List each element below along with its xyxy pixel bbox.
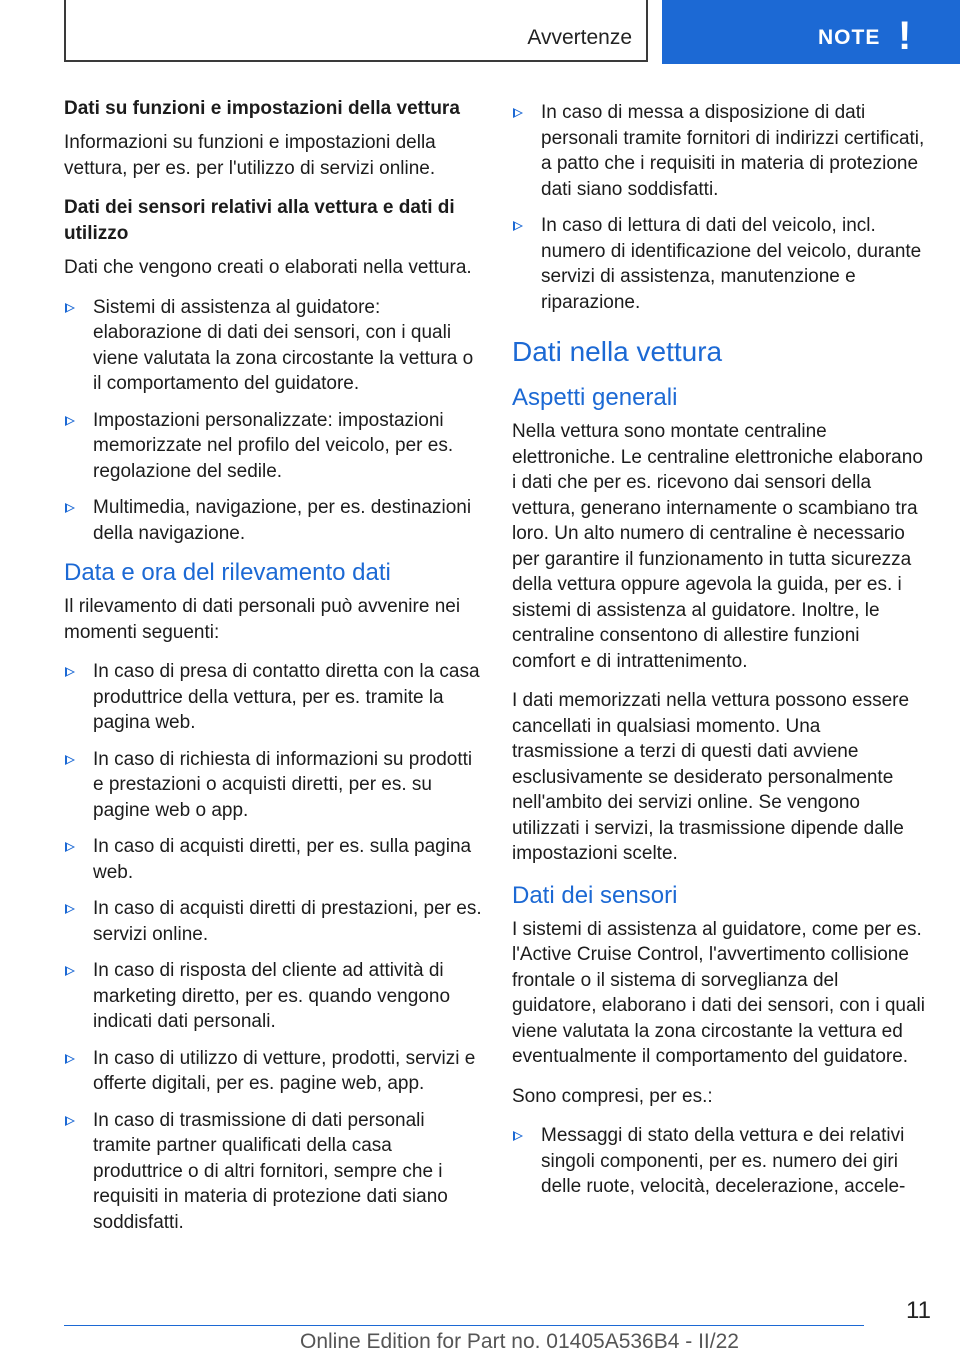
list-item	[64, 1046, 484, 1097]
triangle-bullet-icon	[65, 755, 75, 765]
list-item	[64, 408, 484, 485]
paragraph-driver-assistance: I sistemi di assistenza al guidatore, come per es. l'Active Cruise Control, l'avvertimento collisione frontale o il sistema di sorveglianza del guidatore, elaborano i dati dei sensori, con i quali viene valutata la zona circostante la vettura ed eventualmente il comportamento del guidatore.	[512, 918, 925, 1067]
header-note-tab	[662, 0, 960, 64]
left-column	[64, 96, 484, 1246]
paragraph-control-units: Nella vettura sono montate centraline elettroniche. Le centraline elettroniche elaborano i dati che per es. ricevono dai sensori della vettura, generano internamente o scambiano tra loro. Un alto numero di centraline è necessario per garantire il funzionamento in tutta sicurezza della vettura oppure agevola la guida, per es. i sistemi di assistenza al guidatore. Inoltre, le centraline consentono di allestire funzioni comfort e di intrattenimento.	[512, 421, 923, 672]
paragraph-sensor-data: Dati che vengono creati o elaborati nella vettura.	[64, 257, 472, 278]
heading-functions-settings: Dati su funzioni e impostazioni della vettura	[64, 98, 460, 119]
list-item	[64, 659, 484, 736]
list-collection-moments-continued	[512, 100, 926, 315]
list-collection-moments	[64, 659, 484, 1235]
list-included-data	[512, 1123, 926, 1200]
list-item-text: In caso di messa a disposizione di dati personali tramite fornitori di indirizzi certificati, a patto che i requisiti in materia di protezione dati siano soddisfatti.	[541, 102, 925, 200]
list-item	[64, 747, 484, 824]
header-section-box	[64, 0, 648, 62]
list-item-text: In caso di utilizzo di vetture, prodotti, servizi e offerte digitali, per es. pagine web, app.	[93, 1047, 476, 1094]
triangle-bullet-icon	[65, 966, 75, 976]
subtitle-general-aspects: Aspetti generali	[512, 384, 678, 411]
triangle-bullet-icon	[65, 1116, 75, 1126]
list-item	[512, 213, 926, 315]
triangle-bullet-icon	[65, 842, 75, 852]
list-item	[64, 834, 484, 885]
list-item	[64, 495, 484, 546]
triangle-bullet-icon	[513, 1131, 523, 1141]
paragraph-stored-data: I dati memorizzati nella vettura possono essere cancellati in qualsiasi momento. Una trasmissione a terzi di questi dati avviene esclusivamente se desiderato personalmente nell'ambito dei servizi online. Se vengono utilizzati i servizi, la trasmissione dipende dalle impostazioni scelte.	[512, 690, 910, 864]
list-item	[64, 958, 484, 1035]
triangle-bullet-icon	[513, 221, 523, 231]
triangle-bullet-icon	[65, 1054, 75, 1064]
footer-divider	[64, 1325, 864, 1326]
page-number: 11	[906, 1297, 931, 1324]
list-item-text: In caso di trasmissione di dati personali tramite partner qualificati della casa produttrice o di altri fornitori, sempre che i requisiti in materia di protezione dati siano soddisfatti.	[93, 1109, 448, 1233]
list-item-text: Multimedia, navigazione, per es. destinazioni della navigazione.	[93, 497, 472, 544]
section-title-data-time: Data e ora del rilevamento dati	[64, 559, 391, 586]
footer-edition-text: Online Edition for Part no. 01405A536B4 - II/22	[300, 1330, 739, 1353]
triangle-bullet-icon	[65, 503, 75, 513]
paragraph-functions-info: Informazioni su funzioni e impostazioni della vettura, per es. per l'utilizzo di servizi online.	[64, 132, 436, 179]
heading-sensor-data: Dati dei sensori relativi alla vettura e dati di utilizzo	[64, 197, 455, 244]
list-item	[64, 896, 484, 947]
paragraph-collection-moments: Il rilevamento di dati personali può avvenire nei momenti seguenti:	[64, 596, 461, 643]
list-item-text: Messaggi di stato della vettura e dei relativi singoli componenti, per es. numero dei giri delle ruote, velocità, decelerazione, accele-	[541, 1125, 906, 1197]
title-data-in-vehicle: Dati nella vettura	[512, 336, 723, 367]
triangle-bullet-icon	[65, 667, 75, 677]
list-item	[512, 1123, 926, 1200]
subtitle-sensor-data: Dati dei sensori	[512, 881, 678, 909]
list-item-text: In caso di risposta del cliente ad attività di marketing diretto, per es. quando vengono indicati dati personali.	[93, 960, 451, 1032]
paragraph-included: Sono compresi, per es.:	[512, 1085, 713, 1107]
warning-exclamation-icon: !	[898, 14, 912, 58]
list-item	[64, 1108, 484, 1236]
list-item-text: In caso di acquisti diretti di prestazioni, per es. servizi online.	[93, 898, 482, 945]
list-sensor-data	[64, 295, 484, 547]
list-item	[512, 100, 926, 202]
triangle-bullet-icon	[65, 904, 75, 914]
triangle-bullet-icon	[65, 416, 75, 426]
list-item-text: In caso di richiesta di informazioni su prodotti e prestazioni o acquisti diretti, per es. su pagine web o app.	[93, 748, 473, 821]
list-item-text: In caso di presa di contatto diretta con la casa produttrice della vettura, per es. tramite la pagina web.	[93, 661, 480, 733]
list-item-text: Sistemi di assistenza al guidatore: elaborazione di dati dei sensori, con i quali viene valutata la zona circostante la vettura o il comportamento del guidatore.	[93, 296, 474, 394]
list-item	[64, 295, 484, 397]
right-column	[512, 100, 926, 1211]
list-item-text: In caso di lettura di dati del veicolo, incl. numero di identificazione del veicolo, durante servizi di assistenza, manutenzione e riparazione.	[541, 215, 922, 313]
note-label: NOTE	[818, 26, 881, 49]
triangle-bullet-icon	[513, 108, 523, 118]
header-section-title: Avvertenze	[527, 26, 632, 49]
list-item-text: In caso di acquisti diretti, per es. sulla pagina web.	[93, 836, 472, 883]
triangle-bullet-icon	[65, 303, 75, 313]
list-item-text: Impostazioni personalizzate: impostazioni memorizzate nel profilo del veicolo, per es. regolazione del sedile.	[93, 409, 454, 482]
